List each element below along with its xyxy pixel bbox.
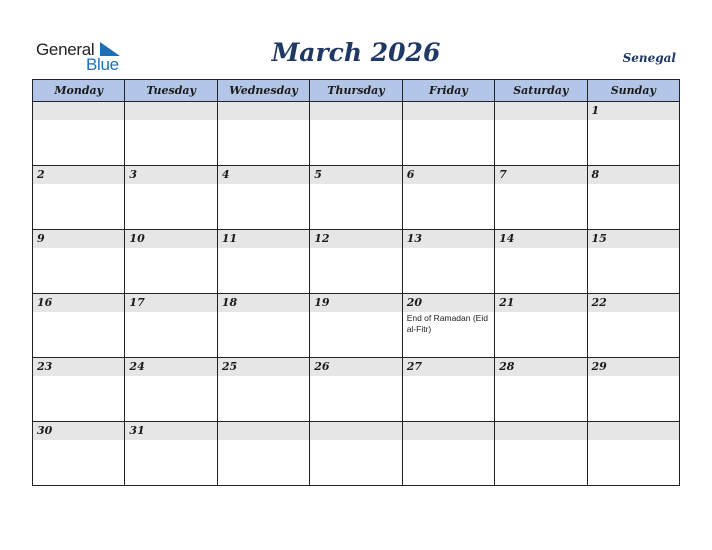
day-number: 20	[406, 296, 422, 309]
day-number: 27	[406, 360, 422, 373]
day-cell	[217, 294, 309, 358]
week-row	[33, 358, 680, 422]
day-number: 25	[221, 360, 238, 373]
calendar-body	[33, 102, 680, 486]
day-cell	[495, 294, 587, 358]
day-number-band	[33, 102, 124, 120]
day-number: 29	[591, 360, 607, 373]
weekday-header: Friday	[402, 80, 494, 102]
day-number-band	[588, 166, 679, 184]
day-number-band	[310, 422, 401, 440]
day-cell	[495, 230, 587, 294]
day-number-band	[588, 102, 679, 120]
day-cell	[125, 230, 217, 294]
day-number-band	[310, 102, 401, 120]
day-number: 28	[499, 360, 515, 373]
week-row	[33, 102, 680, 166]
day-cell	[402, 166, 494, 230]
day-number: 5	[314, 168, 322, 181]
weekday-header: Sunday	[587, 80, 679, 102]
weekday-header: Wednesday	[217, 80, 309, 102]
day-number: 9	[37, 232, 45, 245]
day-cell	[402, 358, 494, 422]
weekday-header-row	[33, 80, 680, 102]
country-label: Senegal	[622, 51, 676, 65]
weekday-header: Thursday	[310, 80, 402, 102]
day-cell	[310, 294, 402, 358]
day-cell	[587, 166, 679, 230]
day-number: 6	[406, 168, 415, 181]
day-number-band	[218, 102, 309, 120]
day-number-band	[588, 422, 679, 440]
day-number: 13	[406, 232, 422, 245]
day-number-band	[33, 166, 124, 184]
holiday-label: End of Ramadan (Eid al-Fitr)	[406, 313, 488, 334]
week-row	[33, 294, 680, 358]
day-cell	[33, 422, 125, 486]
day-cell	[310, 166, 402, 230]
day-cell	[217, 102, 309, 166]
day-number-band	[310, 166, 401, 184]
day-cell	[495, 358, 587, 422]
day-number: 15	[591, 232, 607, 245]
day-cell	[402, 102, 494, 166]
day-number: 26	[314, 360, 330, 373]
day-cell	[310, 230, 402, 294]
day-cell	[125, 358, 217, 422]
logo-word-general: General	[36, 40, 95, 59]
day-number-band	[495, 166, 586, 184]
day-number: 24	[129, 360, 145, 373]
day-cell	[33, 166, 125, 230]
day-number: 2	[37, 168, 45, 181]
day-number: 16	[37, 296, 53, 309]
day-number: 7	[499, 168, 507, 181]
day-number: 1	[591, 104, 600, 117]
day-cell	[587, 294, 679, 358]
day-cell	[310, 422, 402, 486]
week-row	[33, 166, 680, 230]
day-cell	[217, 166, 309, 230]
day-cell	[402, 294, 494, 358]
day-cell	[587, 422, 679, 486]
day-cell	[402, 230, 494, 294]
day-number-band	[403, 422, 494, 440]
day-cell	[310, 358, 402, 422]
day-number: 11	[221, 232, 238, 245]
day-cell	[217, 358, 309, 422]
day-cell	[33, 358, 125, 422]
day-number: 22	[591, 296, 607, 309]
day-number: 21	[499, 296, 515, 309]
day-cell	[310, 102, 402, 166]
weekday-header: Tuesday	[125, 80, 217, 102]
day-number: 12	[314, 232, 330, 245]
day-number-band	[495, 102, 586, 120]
day-number-band	[403, 102, 494, 120]
day-number-band	[125, 166, 216, 184]
day-number: 31	[129, 424, 145, 437]
weekday-header: Monday	[33, 80, 125, 102]
day-number-band	[125, 102, 216, 120]
day-cell	[125, 102, 217, 166]
day-number: 23	[37, 360, 53, 373]
day-cell	[402, 422, 494, 486]
day-number: 14	[499, 232, 515, 245]
day-cell	[33, 294, 125, 358]
day-number-band	[403, 166, 494, 184]
day-cell	[495, 166, 587, 230]
day-cell	[125, 166, 217, 230]
day-number: 19	[314, 296, 330, 309]
calendar-grid	[32, 79, 680, 486]
calendar-title: March 2026	[271, 38, 441, 67]
day-cell	[33, 102, 125, 166]
day-number-band	[218, 422, 309, 440]
day-number: 10	[129, 232, 145, 245]
day-cell	[217, 422, 309, 486]
day-number: 17	[129, 296, 145, 309]
day-number: 18	[221, 296, 238, 309]
day-cell	[125, 294, 217, 358]
week-row	[33, 422, 680, 486]
day-cell	[495, 102, 587, 166]
day-cell	[587, 102, 679, 166]
day-cell	[587, 358, 679, 422]
day-number: 8	[591, 168, 600, 181]
day-cell	[587, 230, 679, 294]
day-number-band	[495, 422, 586, 440]
day-cell	[33, 230, 125, 294]
logo-word-blue: Blue	[86, 55, 119, 74]
day-cell	[217, 230, 309, 294]
day-number: 30	[37, 424, 53, 437]
day-number: 3	[129, 168, 138, 181]
day-cell	[125, 422, 217, 486]
day-cell	[495, 422, 587, 486]
weekday-header: Saturday	[495, 80, 587, 102]
day-number-band	[218, 166, 309, 184]
week-row	[33, 230, 680, 294]
day-number: 4	[221, 168, 230, 181]
day-number-band	[33, 230, 124, 248]
